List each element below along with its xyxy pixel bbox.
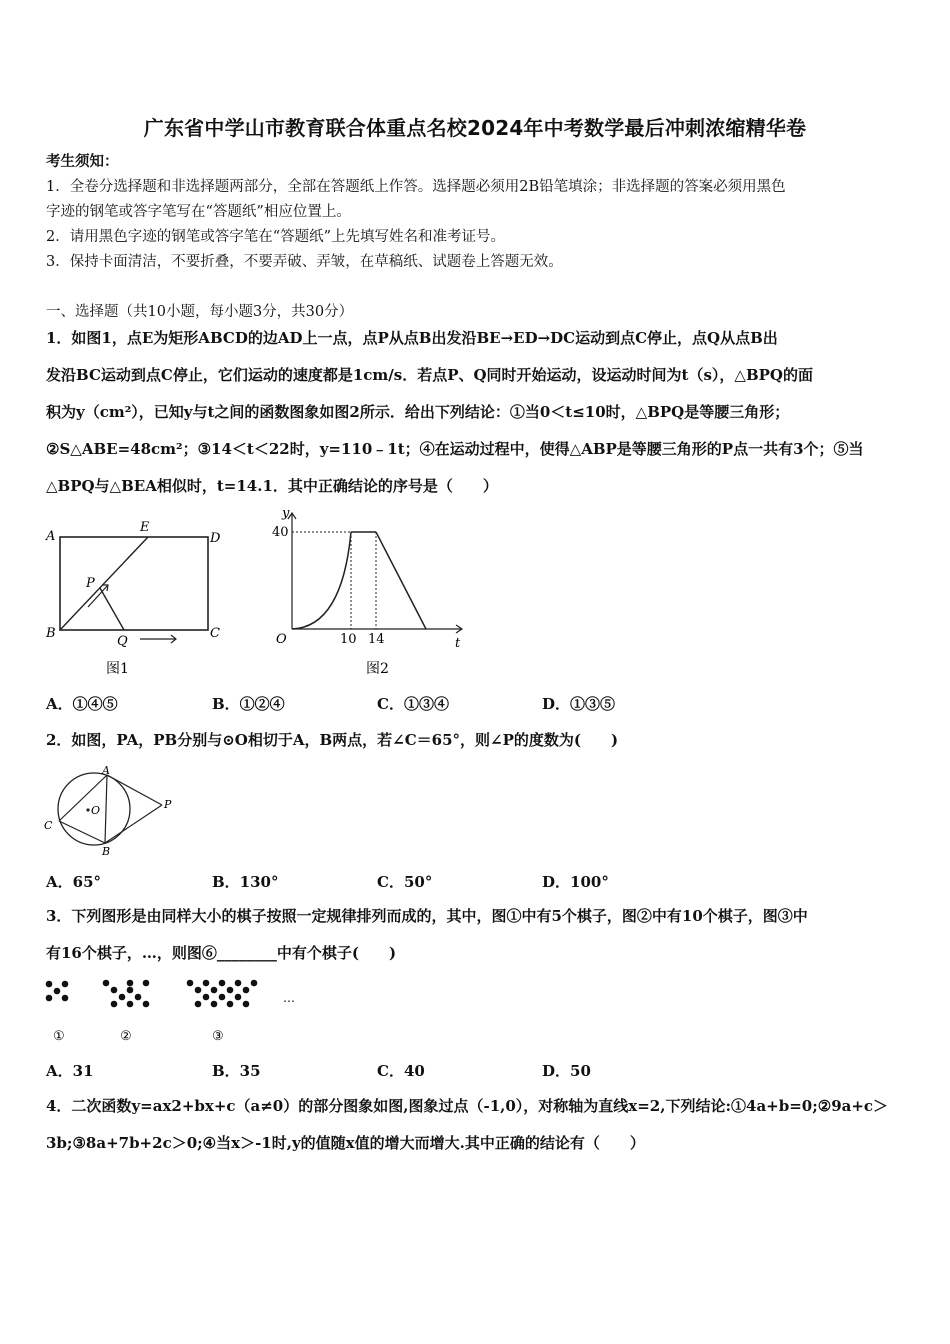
question-1-line: 1．如图1，点E为矩形ABCD的边AD上一点，点P从点B出发沿BE→ED→DC运动到点C停止，点Q从点B出 bbox=[46, 329, 778, 347]
pattern-ellipsis: … bbox=[283, 991, 295, 1005]
page-title: 广东省中学山市教育联合体重点名校2024年中考数学最后冲刺浓缩精华卷 bbox=[143, 116, 807, 140]
question-4-line: 3b;③8a+7b+2c＞0;④当x＞-1时,y的值随x值的增大而增大.其中正确的结论有（ ） bbox=[46, 1134, 645, 1152]
tick-14: 14 bbox=[368, 632, 385, 647]
notice-item: 3．保持卡面清洁，不要折叠，不要弄破、弄皱，在草稿纸、试题卷上答题无效。 bbox=[46, 254, 563, 270]
pattern-2 bbox=[103, 980, 150, 1008]
pattern-1 bbox=[46, 981, 69, 1002]
option-a[interactable]: A．31 bbox=[46, 1062, 94, 1080]
circle-label-c: C bbox=[44, 819, 53, 832]
tick-40: 40 bbox=[272, 525, 289, 540]
question-1-figure-2 bbox=[262, 505, 472, 685]
option-b[interactable]: B．①②④ bbox=[212, 695, 285, 713]
axis-t-label: t bbox=[455, 636, 461, 651]
question-4-line: 4．二次函数y=ax2+bx+c（a≠0）的部分图象如图,图象过点（-1,0），对称轴为直线x=2,下列结论:①4a+b=0;②9a+c＞ bbox=[46, 1097, 889, 1115]
label-p: P bbox=[86, 576, 95, 591]
circle-label-p: P bbox=[164, 798, 172, 811]
question-1-line: ②S△ABE=48cm²；③14＜t＜22时，y=110﹣1t；④在运动过程中，使得△ABP是等腰三角形的P点一共有3个；⑤当 bbox=[46, 440, 864, 458]
option-b[interactable]: B．35 bbox=[212, 1062, 261, 1080]
label-a: A bbox=[46, 529, 56, 544]
label-b: B bbox=[46, 626, 56, 641]
option-c[interactable]: C．50° bbox=[377, 873, 433, 891]
section-heading: 一、选择题（共10小题，每小题3分，共30分） bbox=[46, 304, 354, 320]
option-b[interactable]: B．130° bbox=[212, 873, 279, 891]
question-3-line: 3．下列图形是由同样大小的棋子按照一定规律排列而成的，其中，图①中有5个棋子，图②中有10个棋子，图③中 bbox=[46, 907, 808, 925]
option-d[interactable]: D．100° bbox=[542, 873, 609, 891]
option-c[interactable]: C．40 bbox=[377, 1062, 425, 1080]
circle-label-o: O bbox=[91, 804, 101, 817]
notice-item: 1．全卷分选择题和非选择题两部分，全部在答题纸上作答。选择题必须用2B铅笔填涂；非选择题的答案必须用黑色 bbox=[46, 179, 786, 195]
origin-label: O bbox=[276, 632, 287, 647]
question-2-text: 2．如图，PA，PB分别与⊙O相切于A，B两点，若∠C＝65°，则∠P的度数为( ) bbox=[46, 731, 619, 749]
option-d[interactable]: D．①③⑤ bbox=[542, 695, 616, 713]
axis-y-label: y bbox=[282, 506, 290, 521]
notice-heading: 考生须知： bbox=[46, 153, 119, 170]
question-1-line: △BPQ与△BEA相似时，t=14.1．其中正确结论的序号是（ ） bbox=[46, 477, 498, 495]
label-c: C bbox=[210, 626, 220, 641]
label-e: E bbox=[140, 520, 150, 535]
pattern-3 bbox=[187, 980, 258, 1008]
question-1-line: 发沿BC运动到点C停止，它们运动的速度都是1cm/s．若点P、Q同时开始运动，设运动时间为t（s），△BPQ的面 bbox=[46, 366, 813, 384]
question-3-line: 有16个棋子，…，则图⑥________中有个棋子( ) bbox=[46, 944, 397, 962]
figure-1-caption: 图1 bbox=[106, 661, 129, 677]
pattern-label: ③ bbox=[212, 1029, 224, 1044]
circle-label-b: B bbox=[102, 845, 111, 858]
option-c[interactable]: C．①③④ bbox=[377, 695, 449, 713]
notice-item: 2．请用黑色字迹的钢笔或答字笔在“答题纸”上先填写姓名和准考证号。 bbox=[46, 229, 506, 245]
pattern-label: ② bbox=[120, 1029, 132, 1044]
label-q: Q bbox=[117, 634, 128, 649]
figure-2-caption: 图2 bbox=[366, 661, 389, 677]
tick-10: 10 bbox=[340, 632, 357, 647]
option-a[interactable]: A．①④⑤ bbox=[46, 695, 118, 713]
pattern-label: ① bbox=[53, 1029, 65, 1044]
question-1-line: 积为y（cm²），已知y与t之间的函数图象如图2所示．给出下列结论：①当0＜t≤10时，△BPQ是等腰三角形； bbox=[46, 403, 790, 421]
notice-item: 字迹的钢笔或答字笔写在“答题纸”相应位置上。 bbox=[46, 204, 351, 220]
question-3-figure bbox=[40, 975, 320, 1050]
circle-label-a: A bbox=[102, 764, 110, 777]
option-a[interactable]: A．65° bbox=[46, 873, 102, 891]
question-1-figure-1 bbox=[40, 515, 230, 685]
option-d[interactable]: D．50 bbox=[542, 1062, 591, 1080]
label-d: D bbox=[210, 531, 221, 546]
question-2-figure bbox=[40, 763, 180, 858]
